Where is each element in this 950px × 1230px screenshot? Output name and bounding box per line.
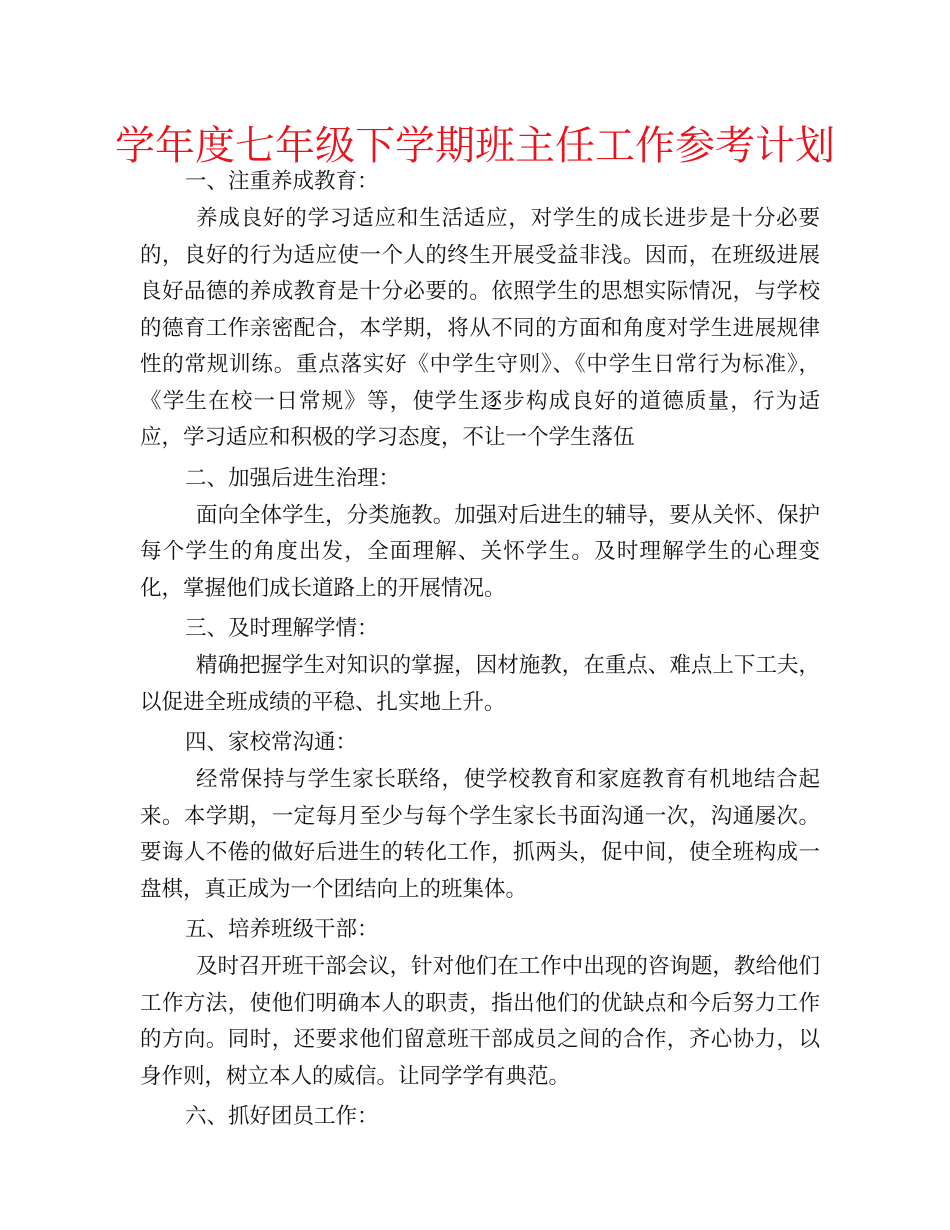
section-paragraph-2: 面向全体学生，分类施教。加强对后进生的辅导，要从关怀、保护每个学生的角度出发，全面理解、关怀学生。及时理解学生的心理变化，掌握他们成长道路上的开展情况。	[140, 502, 820, 601]
section-heading-3: 三、及时理解学情：	[185, 616, 379, 641]
section-paragraph-3: 精确把握学生对知识的掌握，因材施教，在重点、难点上下工夫，以促进全班成绩的平稳、扎实地上升。	[140, 653, 820, 715]
section-paragraph-4: 经常保持与学生家长联络，使学校教育和家庭教育有机地结合起来。本学期，一定每月至少与每个学生家长书面沟通一次，沟通屡次。要诲人不倦的做好后进生的转化工作，抓两头，促中间，使全班构成一盘棋，真正成为一个团结向上的班集体。	[140, 767, 820, 902]
section-heading-4: 四、家校常沟通：	[185, 730, 358, 755]
section-paragraph-1: 养成良好的学习适应和生活适应，对学生的成长进步是十分必要的，良好的行为适应使一个人的终生开展受益非浅。因而，在班级进展良好品德的养成教育是十分必要的。依照学生的思想实际情况，与学校的德育工作亲密配合，本学期，将从不同的方面和角度对学生进展规律性的常规训练。重点落实好《中学生守则》、《中学生日常行为标准》，《学生在校一日常规》等，使学生逐步构成良好的道德质量，行为适应，学习适应和积极的学习态度，不让一个学生落伍	[140, 206, 820, 450]
section-heading-1: 一、注重养成教育：	[185, 169, 379, 194]
section-heading-5: 五、培养班级干部：	[185, 917, 379, 942]
section-paragraph-5: 及时召开班干部会议，针对他们在工作中出现的咨询题，教给他们工作方法，使他们明确本人的职责，指出他们的优缺点和今后努力工作的方向。同时，还要求他们留意班干部成员之间的合作，齐心协力，以身作则，树立本人的威信。让同学学有典范。	[140, 954, 820, 1089]
section-heading-2: 二、加强后进生治理：	[185, 465, 401, 491]
document-title: 学年度七年级下学期班主任工作参考计划	[115, 123, 835, 169]
section-heading-6: 六、抓好团员工作：	[185, 1104, 379, 1129]
document-body	[140, 163, 820, 1136]
